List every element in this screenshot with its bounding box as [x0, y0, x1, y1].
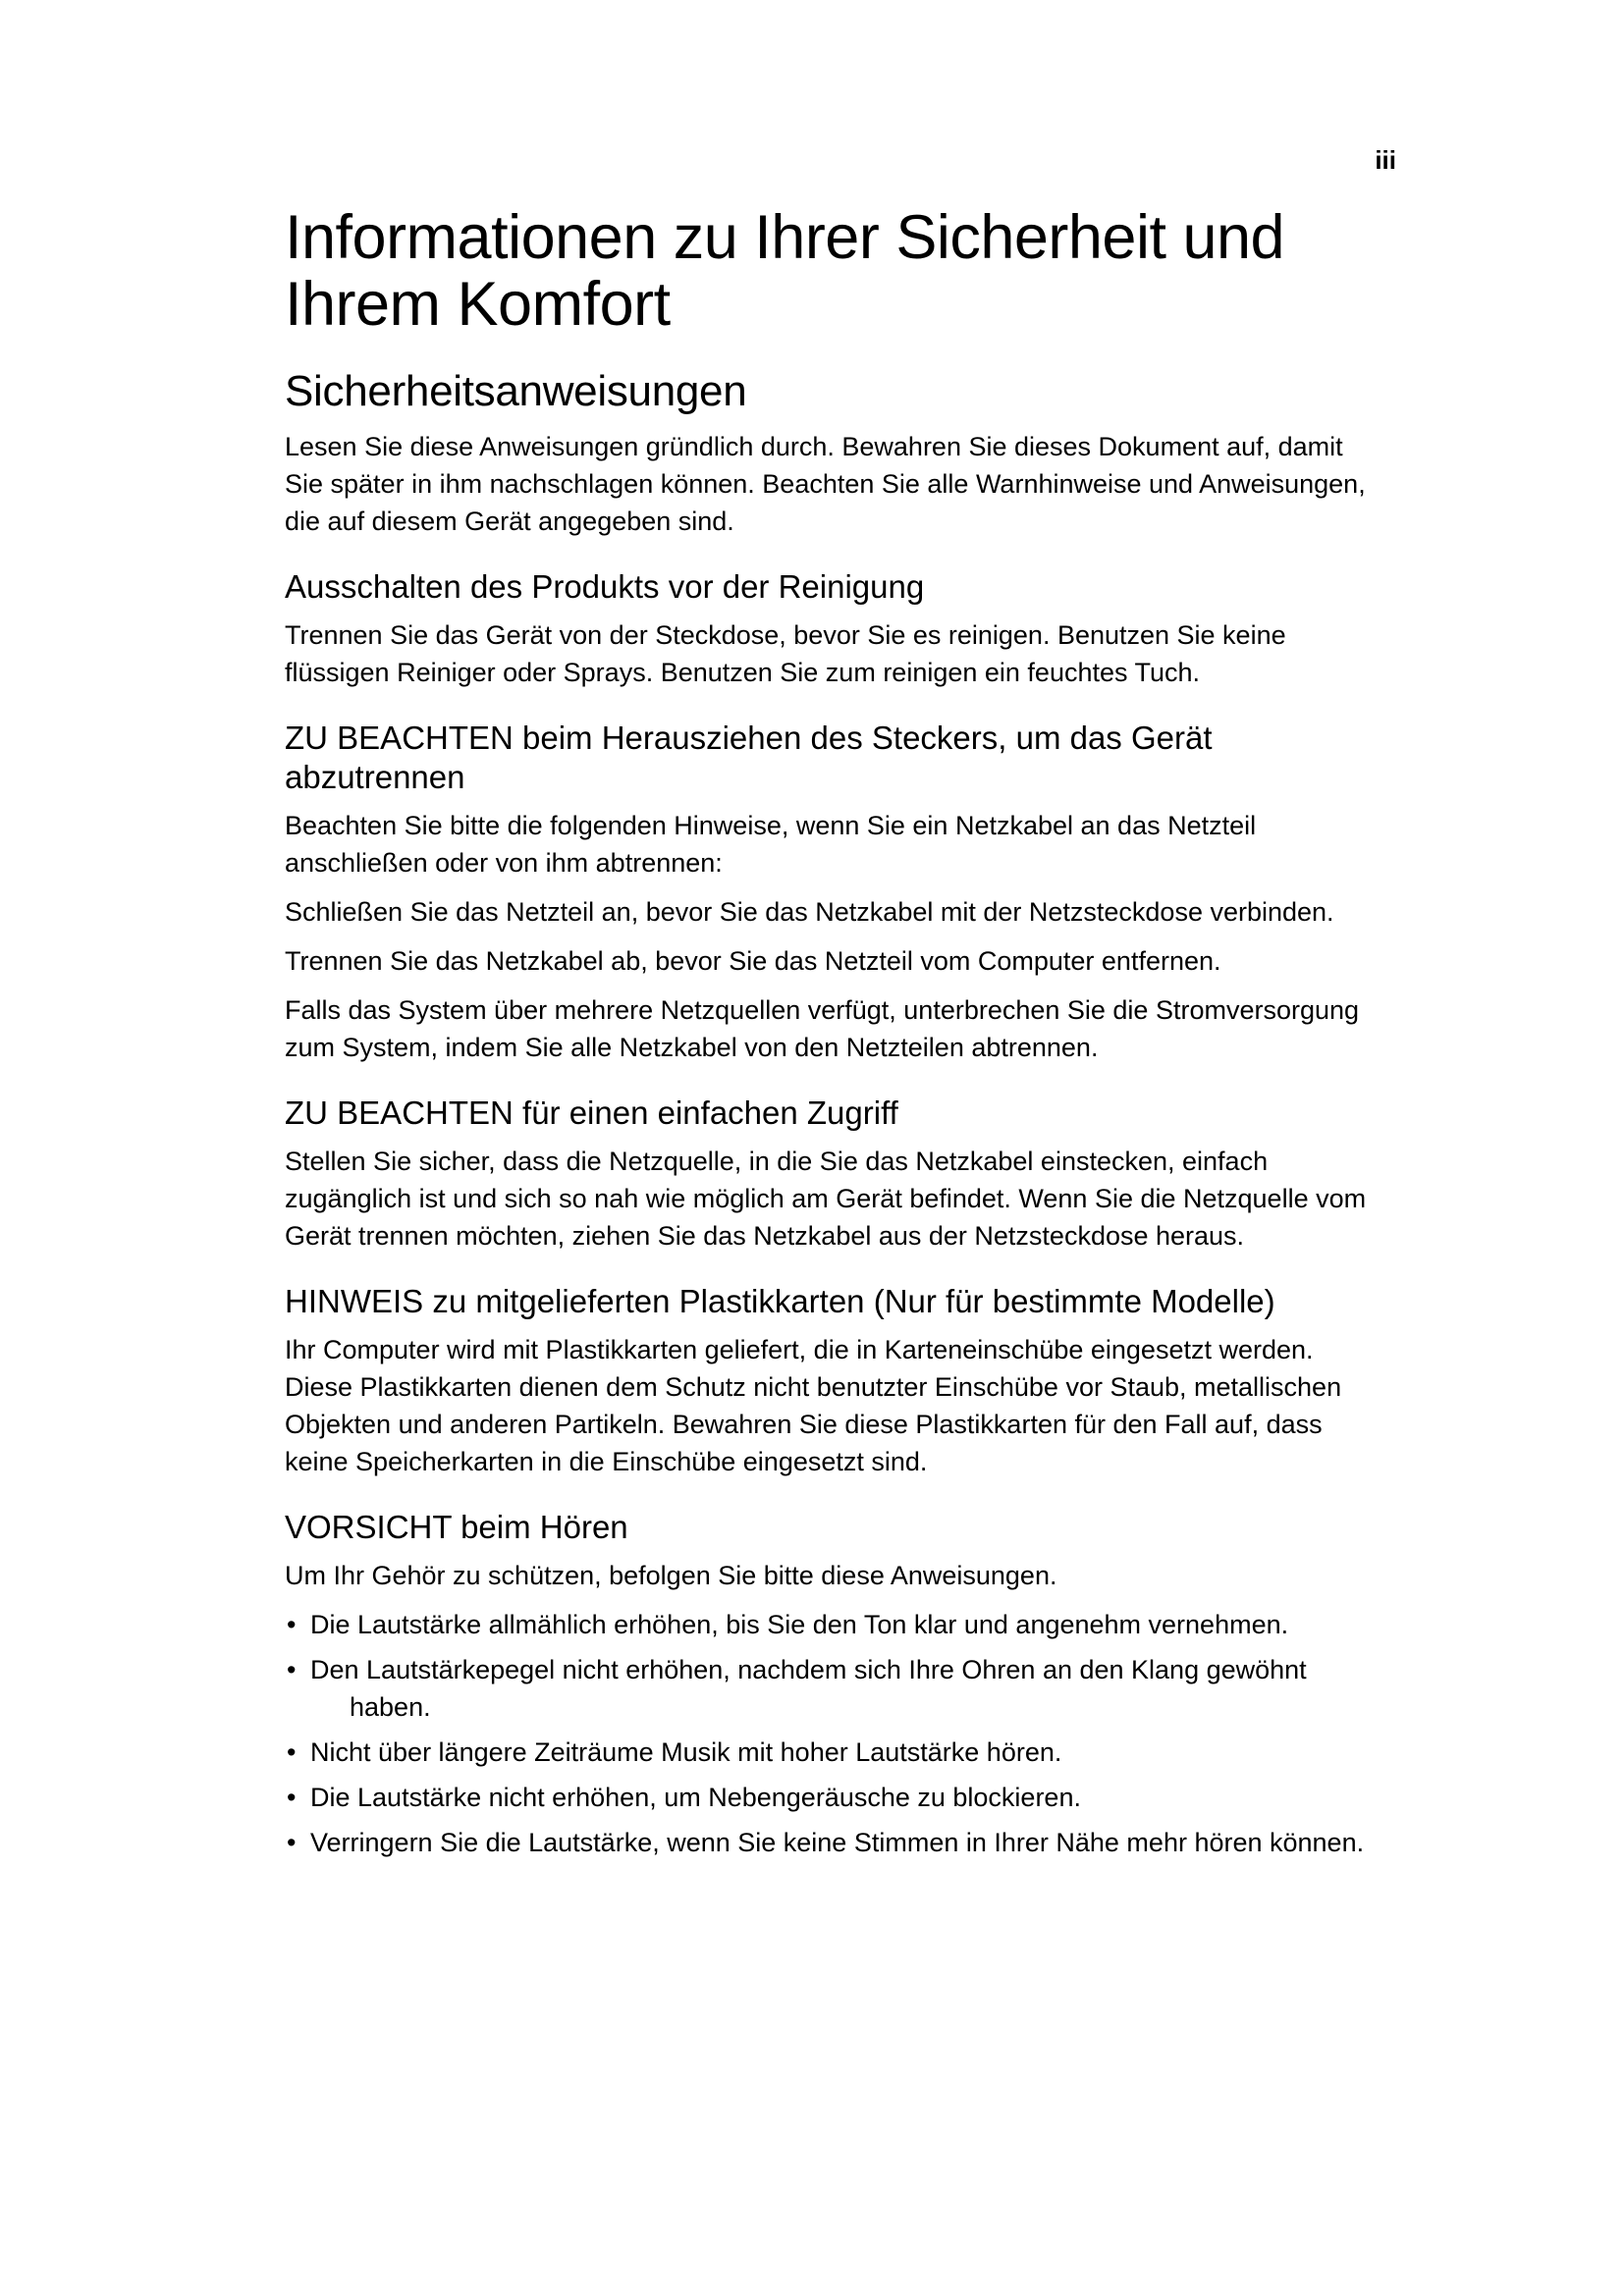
- list-item-text: Nicht über längere Zeiträume Musik mit hoher Lautstärke hören.: [310, 1737, 1062, 1767]
- list-item-text: Die Lautstärke allmählich erhöhen, bis Sie den Ton klar und angenehm vernehmen.: [310, 1610, 1289, 1639]
- paragraph: Beachten Sie bitte die folgenden Hinweise, wenn Sie ein Netzkabel an das Netzteil anschließen oder von ihm abtrennen:: [285, 811, 1257, 878]
- paragraph: Ihr Computer wird mit Plastikkarten geliefert, die in Karteneinschübe eingesetzt werden. Diese Plastikkarten dienen dem Schutz nicht benutzter Einschübe vor Staub, metallischen Objekten und anderen Partikeln. Bewahren Sie diese Plastikkarten für den Fall auf, dass keine Speicherkarten in die Einschübe eingesetzt sind.: [285, 1335, 1342, 1476]
- list-item-text: Die Lautstärke nicht erhöhen, um Nebengeräusche zu blockieren.: [310, 1783, 1081, 1812]
- bullet-icon: •: [287, 1610, 297, 1639]
- paragraph: Lesen Sie diese Anweisungen gründlich durch. Bewahren Sie dieses Dokument auf, damit Sie später in ihm nachschlagen können. Beachten Sie alle Warnhinweise und Anweisungen, die auf diesem Gerät angegeben sind.: [285, 432, 1366, 536]
- subheading-ausschalten-vor-reinigung: Ausschalten des Produkts vor der Reinigung: [285, 568, 925, 605]
- subheading-zu-beachten-zugriff: ZU BEACHTEN für einen einfachen Zugriff: [285, 1095, 898, 1131]
- list-item: [285, 1651, 1375, 1726]
- paragraph: Um Ihr Gehör zu schützen, befolgen Sie bitte diese Anweisungen.: [285, 1561, 1057, 1590]
- bullet-icon: •: [287, 1828, 297, 1857]
- section-vorsicht-hoeren: [285, 1508, 1388, 1861]
- list-item-text: Verringern Sie die Lautstärke, wenn Sie keine Stimmen in Ihrer Nähe mehr hören können.: [310, 1828, 1365, 1857]
- document-title: Informationen zu Ihrer Sicherheit und Ihrem Komfort: [285, 203, 1285, 339]
- list-item: [285, 1734, 1375, 1771]
- subheading-hinweis-plastikkarten: HINWEIS zu mitgelieferten Plastikkarten (Nur für bestimmte Modelle): [285, 1283, 1275, 1319]
- list-item: [285, 1606, 1375, 1643]
- bullet-icon: •: [287, 1737, 297, 1767]
- paragraph: Stellen Sie sicher, dass die Netzquelle, in die Sie das Netzkabel einstecken, einfach zugänglich ist und sich so nah wie möglich am Gerät befindet. Wenn Sie die Netzquelle vom Gerät trennen möchten, ziehen Sie das Netzkabel aus der Netzsteckdose heraus.: [285, 1147, 1367, 1251]
- paragraph: Trennen Sie das Gerät von der Steckdose, bevor Sie es reinigen. Benutzen Sie keine flüssigen Reiniger oder Sprays. Benutzen Sie zum reinigen ein feuchtes Tuch.: [285, 620, 1286, 687]
- section-zu-beachten-zugriff: [285, 1094, 1388, 1255]
- page-number: iii: [1375, 145, 1396, 175]
- subheading-vorsicht-hoeren: VORSICHT beim Hören: [285, 1509, 628, 1545]
- paragraph: Trennen Sie das Netzkabel ab, bevor Sie das Netzteil vom Computer entfernen.: [285, 946, 1221, 976]
- bullet-icon: •: [287, 1655, 297, 1684]
- section-zu-beachten-herausziehen: [285, 719, 1388, 1066]
- list-item: [285, 1779, 1375, 1816]
- list-item-text: Den Lautstärkepegel nicht erhöhen, nachdem sich Ihre Ohren an den Klang gewöhnt haben.: [310, 1655, 1307, 1722]
- list-item: [285, 1824, 1375, 1861]
- paragraph: Schließen Sie das Netzteil an, bevor Sie das Netzkabel mit der Netzsteckdose verbinden.: [285, 897, 1334, 927]
- paragraph: Falls das System über mehrere Netzquellen verfügt, unterbrechen Sie die Stromversorgung zum System, indem Sie alle Netzkabel von den Netzteilen abtrennen.: [285, 995, 1360, 1062]
- bullet-icon: •: [287, 1783, 297, 1812]
- section-sicherheitsanweisungen: [285, 367, 1388, 540]
- hearing-precautions-list: [285, 1606, 1375, 1861]
- section-hinweis-plastikkarten: [285, 1282, 1388, 1480]
- section-ausschalten-vor-reinigung: [285, 567, 1388, 691]
- section-heading-sicherheitsanweisungen: Sicherheitsanweisungen: [285, 367, 747, 415]
- subheading-zu-beachten-herausziehen: ZU BEACHTEN beim Herausziehen des Steckers, um das Gerät abzutrennen: [285, 720, 1213, 795]
